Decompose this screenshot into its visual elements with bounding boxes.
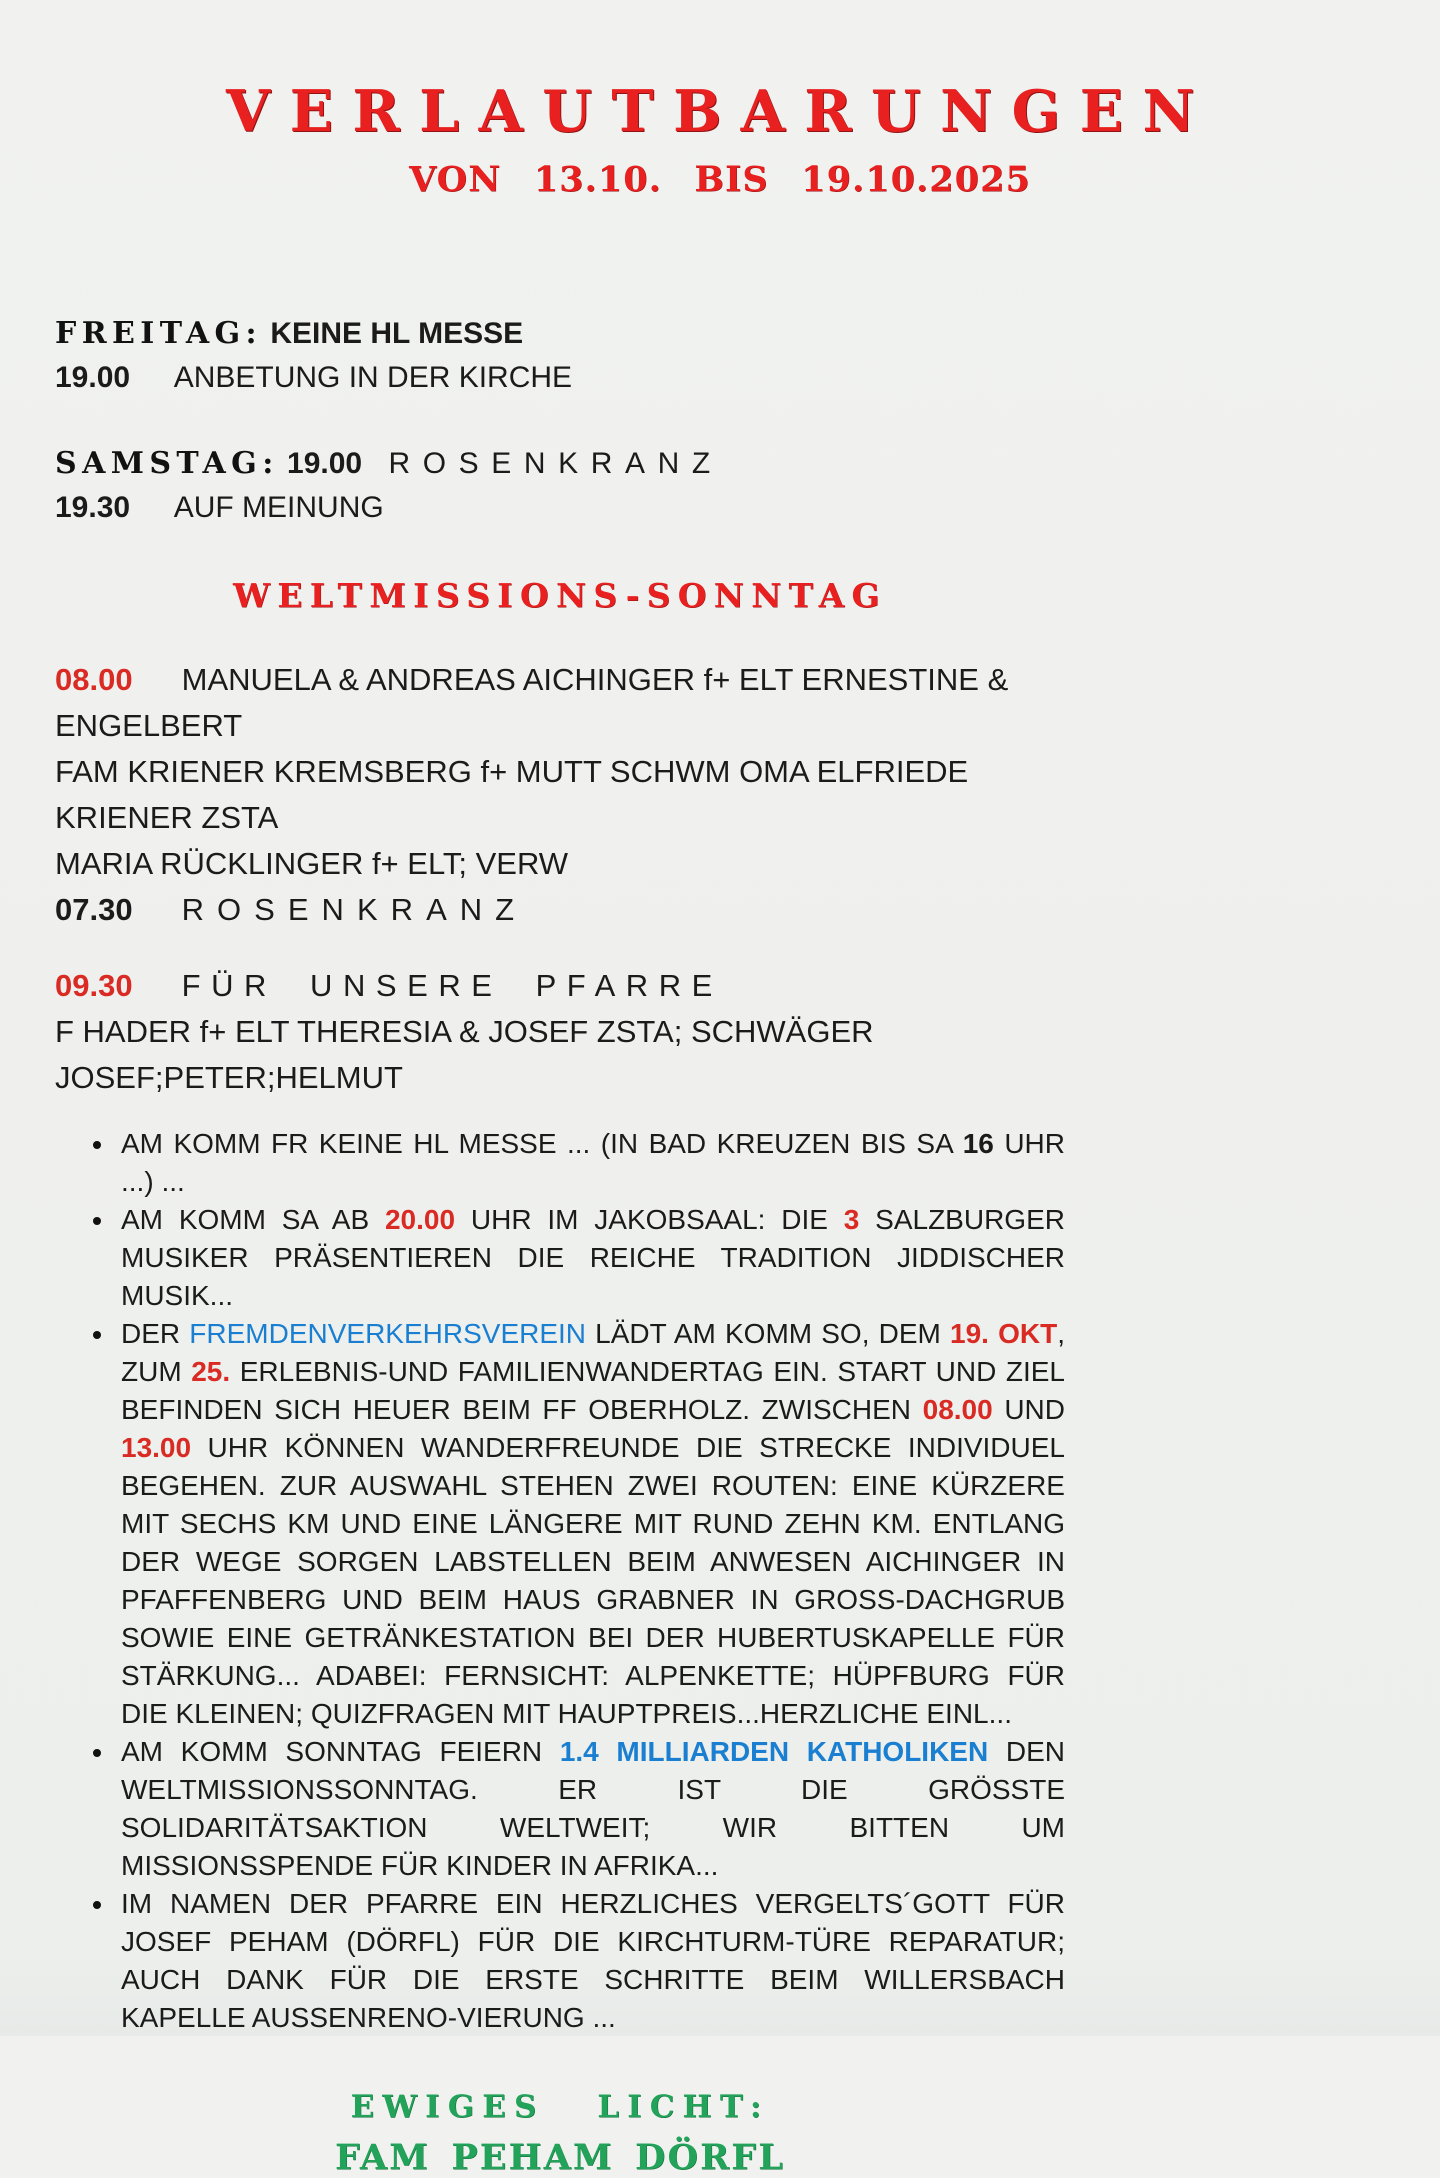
text-segment: 25. [191,1356,231,1387]
saturday-item [55,486,1065,530]
list-item [121,1885,1065,2037]
eternal-light-section [55,2089,1065,2178]
text-segment: FREMDENVERKEHRSVEREIN [189,1318,587,1349]
mass-0930-section [55,963,1065,1101]
list-item [121,1125,1065,1201]
saturday-day-label: SAMSTAG: [55,446,279,481]
eternal-light-name: FAM PEHAM DÖRFL [335,2137,785,2178]
mass-0800-time: 08.00 [55,662,133,697]
list-item [121,1201,1065,1315]
text-segment: 19. OKT [950,1318,1058,1349]
mass-0800-section [55,657,1065,933]
mass-0930-heading [55,963,1065,1009]
list-item [121,1733,1065,1885]
friday-item-text: ANBETUNG IN DER KIRCHE [173,361,573,394]
content-column [55,312,1065,2178]
friday-day-label: FREITAG: [55,316,262,351]
saturday-section [55,442,1065,530]
text-segment: AM KOMM FR KEINE HL MESSE ... (IN BAD KREUZEN BIS SA [121,1128,963,1159]
mass-0800-line1 [55,657,1065,749]
text-segment: 3 [843,1204,860,1235]
text-segment: 16 [962,1128,994,1159]
mass-0930-intentions: F HADER f+ ELT THERESIA & JOSEF ZSTA; SCHWÄGER JOSEF;PETER;HELMUT [55,1014,874,1095]
text-segment: LÄDT AM KOMM SO, DEM [586,1318,951,1349]
saturday-item-text: AUF MEINUNG [173,491,384,524]
saturday-time: 19.00 [287,447,363,480]
friday-section [55,312,1065,400]
friday-item-time: 19.00 [55,361,131,394]
text-segment: SALZBURGER MUSIKER PRÄSENTIEREN DIE REICHE TRADITION JIDDISCHER MUSIK... [121,1204,1065,1311]
friday-heading [55,312,1065,356]
world-mission-sunday-heading: WELTMISSIONS-SONNTAG [233,576,887,615]
text-segment: , ZUM [121,1318,1065,1387]
saturday-item-time: 19.30 [55,491,131,524]
text-segment: AM KOMM SONNTAG FEIERN [121,1736,560,1767]
list-item [121,1315,1065,1733]
saturday-heading [55,442,1065,486]
text-segment: UHR KÖNNEN WANDERFREUNDE DIE STRECKE INDIVIDUEL BEGEHEN. ZUR AUSWAHL STEHEN ZWEI ROUTEN: EINE KÜRZERE MIT SECHS KM UND EINE LÄNGERE MIT RUND ZEHN KM. ENTLANG DER WEGE SORGEN LABSTELLEN BEIM ANWESEN AICHINGER IN PFAFFENBERG UND BEIM HAUS GRABNER IN GROSS-DACHGRUB SOWIE EINE GETRÄNKESTATION BEI DER HUBERTUSKAPELLE FÜR STÄRKUNG... ADABEI: FERNSICHT: ALPENKETTE; HÜPFBURG FÜR DIE KLEINEN; QUIZFRAGEN MIT HAUPTPREIS...HERZLICHE EINL... [121,1432,1065,1729]
mass-0800-line2: FAM KRIENER KREMSBERG f+ MUTT SCHWM OMA ELFRIEDE KRIENER ZSTA [55,754,969,835]
text-segment: UHR IM JAKOBSAAL: DIE [455,1204,844,1235]
text-segment: IM NAMEN DER PFARRE EIN HERZLICHES VERGELTS´GOTT FÜR JOSEF PEHAM (DÖRFL) FÜR DIE KIRCHTURM-TÜRE REPARATUR; AUCH DANK FÜR DIE ERSTE SCHRITTE BEIM WILLERSBACH KAPELLE AUSSENRENO-VIERUNG ... [121,1888,1065,2033]
rosary-time: 07.30 [55,892,133,927]
text-segment: UND [992,1394,1065,1425]
mass-0800-intentions-1: MANUELA & ANDREAS AICHINGER f+ ELT ERNESTINE & ENGELBERT [55,662,1009,743]
friday-item [55,356,1065,400]
text-segment: ERLEBNIS-UND FAMILIENWANDERTAG EIN. START UND ZIEL BEFINDEN SICH HEUER BEIM FF OBERHOLZ. ZWISCHEN [121,1356,1065,1425]
text-segment: 08.00 [922,1394,993,1425]
mass-0800-line3: MARIA RÜCKLINGER f+ ELT; VERW [55,846,569,881]
text-segment: DER [121,1318,190,1349]
page-title: VERLAUTBARUNGEN [226,78,1214,145]
mass-0800-rosary [55,887,1065,933]
text-segment: 1.4 MILLIARDEN KATHOLIKEN [559,1736,989,1767]
eternal-light-heading: EWIGES LICHT: [350,2089,770,2125]
announcement-list [55,1125,1065,2037]
mass-0930-title: FÜR UNSERE PFARRE [181,968,723,1003]
text-segment: 13.00 [121,1432,192,1463]
saturday-service: ROSENKRANZ [388,447,723,480]
text-segment: UHR ...) ... [121,1128,1065,1197]
mass-0930-time: 09.30 [55,968,133,1003]
page-subtitle: VON 13.10. BIS 19.10.2025 [409,159,1031,200]
text-segment: DEN WELTMISSIONSSONNTAG. ER IST DIE GRÖSSTE SOLIDARITÄTSAKTION WELTWEIT; WIR BITTEN UM MISSIONSSPENDE FÜR KINDER IN AFRIKA... [121,1736,1065,1881]
text-segment: AM KOMM SA AB [121,1204,385,1235]
text-segment: 20.00 [384,1204,456,1235]
friday-note: KEINE HL MESSE [270,317,524,350]
rosary-label: ROSENKRANZ [181,892,528,927]
